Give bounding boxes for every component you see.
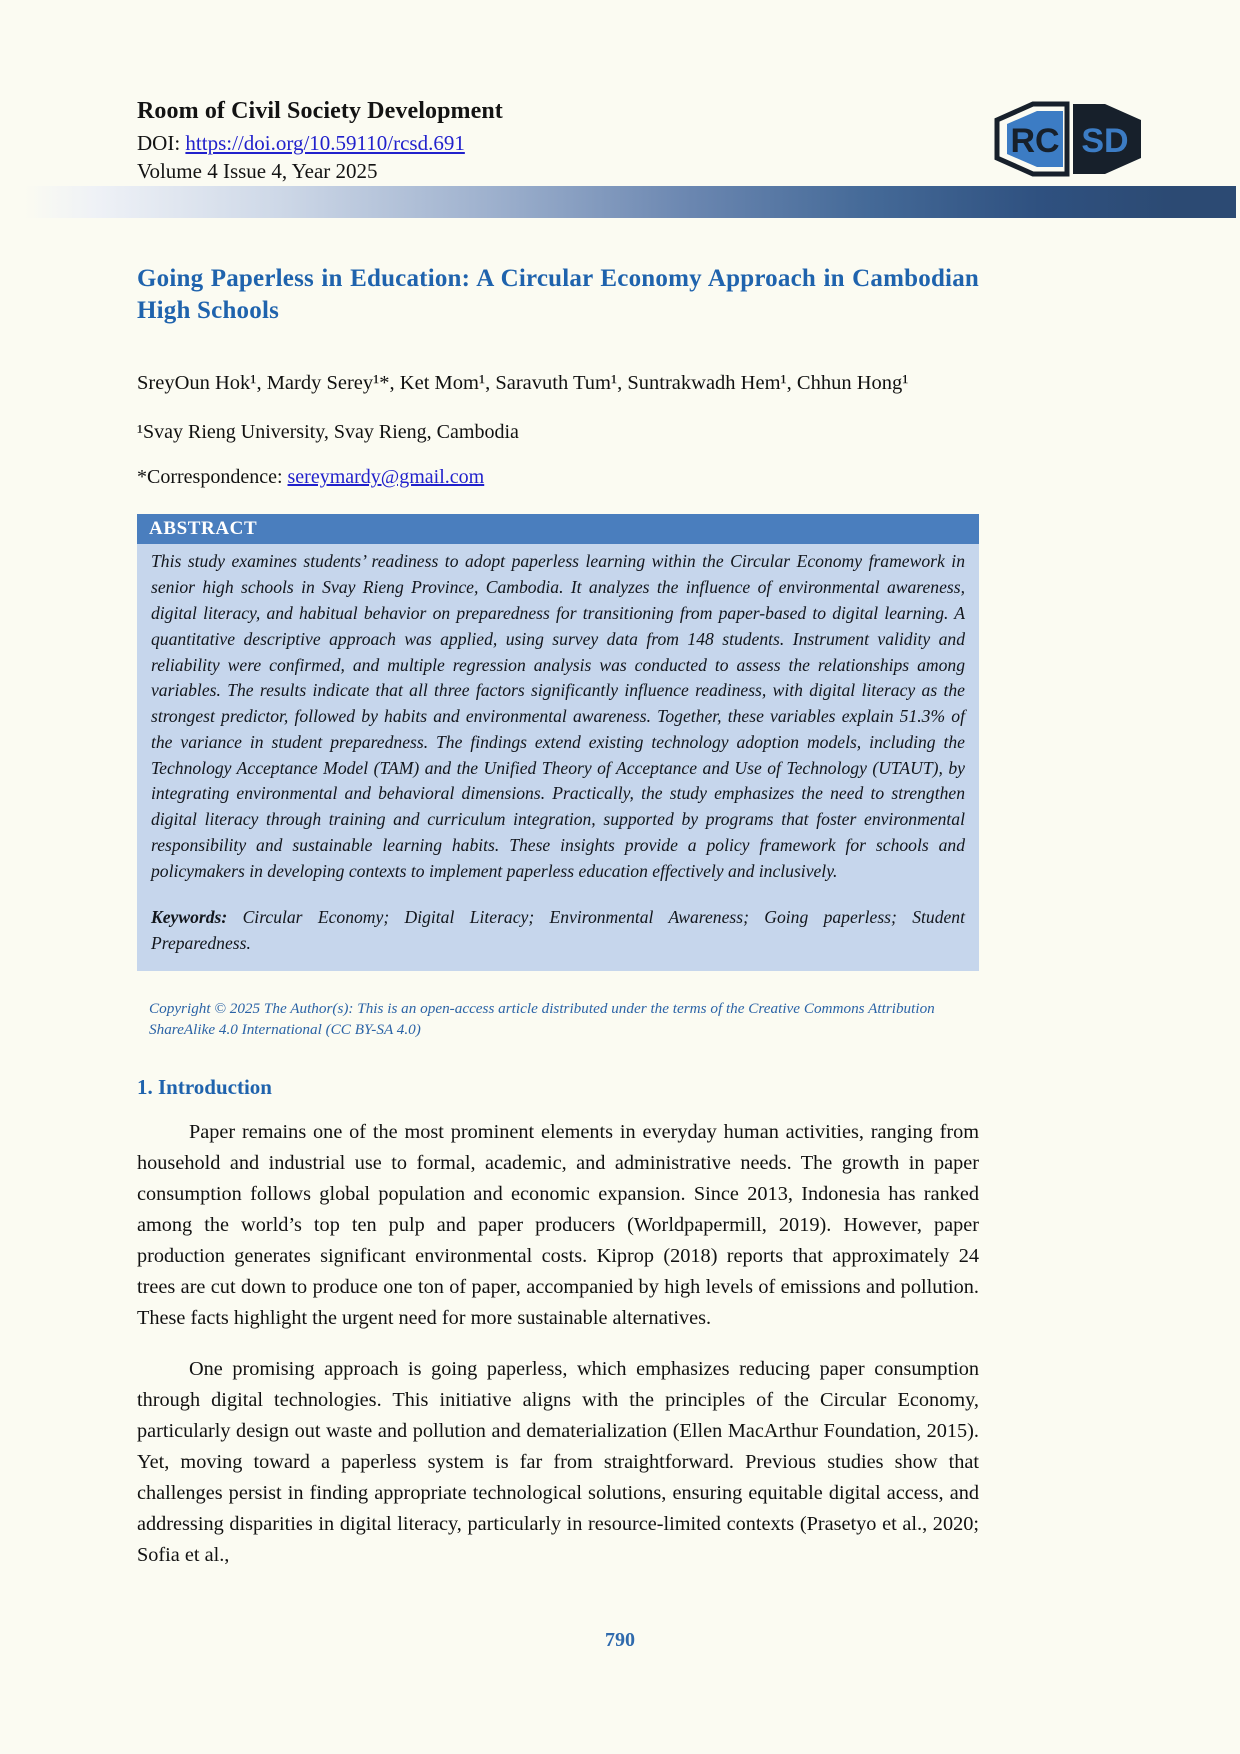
journal-title: Room of Civil Society Development — [137, 98, 503, 124]
abstract-box — [137, 514, 979, 970]
logo-right-text: SD — [1081, 122, 1129, 160]
article-title: Going Paperless in Education: A Circular Economy Approach in Cambodian High Schools — [137, 264, 979, 325]
section-heading-introduction: 1. Introduction — [137, 1075, 272, 1100]
correspondence-label: *Correspondence: — [137, 466, 288, 489]
abstract-body — [137, 544, 979, 970]
logo-left-text: RC — [1010, 122, 1060, 160]
header-gradient-rule — [0, 186, 1236, 218]
page-number: 790 — [605, 1629, 635, 1651]
abstract-heading: ABSTRACT — [137, 514, 979, 544]
affiliation: ¹Svay Rieng University, Svay Rieng, Cambodia — [137, 421, 519, 444]
keywords-label: Keywords: — [151, 907, 228, 928]
doi-label: DOI: — [137, 130, 186, 155]
author-list: SreyOun Hok¹, Mardy Serey¹*, Ket Mom¹, Saravuth Tum¹, Suntrakwadh Hem¹, Chhun Hong¹ — [137, 371, 909, 394]
masthead — [137, 96, 1145, 186]
body-paragraph: Paper remains one of the most prominent elements in everyday human activities, ranging from household and industrial use to formal, academic, and administrative needs. The growth in paper consumption follows global population and economic expansion. Since 2013, Indonesia has ranked among the world’s top ten pulp and paper producers (Worldpapermill, 2019). However, paper production generates significant environmental costs. Kiprop (2018) reports that approximately 24 trees are cut down to produce one ton of paper, accompanied by high levels of emissions and pollution. These facts highlight the urgent need for more sustainable alternatives. — [137, 1121, 979, 1330]
body-paragraph: One promising approach is going paperless, which emphasizes reducing paper consumption through digital technologies. This initiative aligns with the principles of the Circular Economy, particularly design out waste and pollution and dematerialization (Ellen MacArthur Foundation, 2015). Yet, moving toward a paperless system is far from straightforward. Previous studies show that challenges persist in finding appropriate technological solutions, ensuring equitable digital access, and addressing disparities in digital literacy, particularly in resource-limited contexts (Prasetyo et al., 2020; Sofia et al., — [137, 1358, 979, 1566]
rcsd-logo — [993, 100, 1145, 178]
keywords-line — [151, 905, 965, 957]
keywords-text: Circular Economy; Digital Literacy; Environmental Awareness; Going paperless; Student Preparedness. — [151, 907, 965, 954]
volume-line: Volume 4 Issue 4, Year 2025 — [137, 159, 378, 184]
copyright-notice: Copyright © 2025 The Author(s): This is an open-access article distributed under the terms of the Creative Commons Attribution ShareAlike 4.0 International (CC BY-SA 4.0) — [149, 999, 935, 1039]
correspondence — [137, 466, 979, 489]
masthead-text — [137, 96, 503, 186]
article-content — [137, 246, 979, 1591]
doi-link[interactable]: https://doi.org/10.59110/rcsd.691 — [185, 130, 465, 155]
abstract-text: This study examines students’ readiness to adopt paperless learning within the Circular Economy framework in senior high schools in Svay Rieng Province, Cambodia. It analyzes the influence of environmental awareness, digital literacy, and habitual behavior on preparedness for transitioning from paper-based to digital learning. A quantitative descriptive approach was applied, using survey data from 148 students. Instrument validity and reliability were confirmed, and multiple regression analysis was conducted to assess the relationships among variables. The results indicate that all three factors significantly influence readiness, with digital literacy as the strongest predictor, followed by habits and environmental awareness. Together, these variables explain 51.3% of the variance in student preparedness. The findings extend existing technology adoption models, including the Technology Acceptance Model (TAM) and the Unified Theory of Acceptance and Use of Technology (UTAUT), by integrating environmental and behavioral dimensions. Practically, the study emphasizes the need to strengthen digital literacy through training and curriculum integration, supported by programs that foster environmental responsibility and sustainable learning habits. These insights provide a policy framework for schools and policymakers in developing contexts to implement paperless education effectively and inclusively. — [151, 551, 965, 881]
correspondence-email-link[interactable]: sereymardy@gmail.com — [287, 466, 485, 489]
doi-line — [137, 130, 503, 158]
